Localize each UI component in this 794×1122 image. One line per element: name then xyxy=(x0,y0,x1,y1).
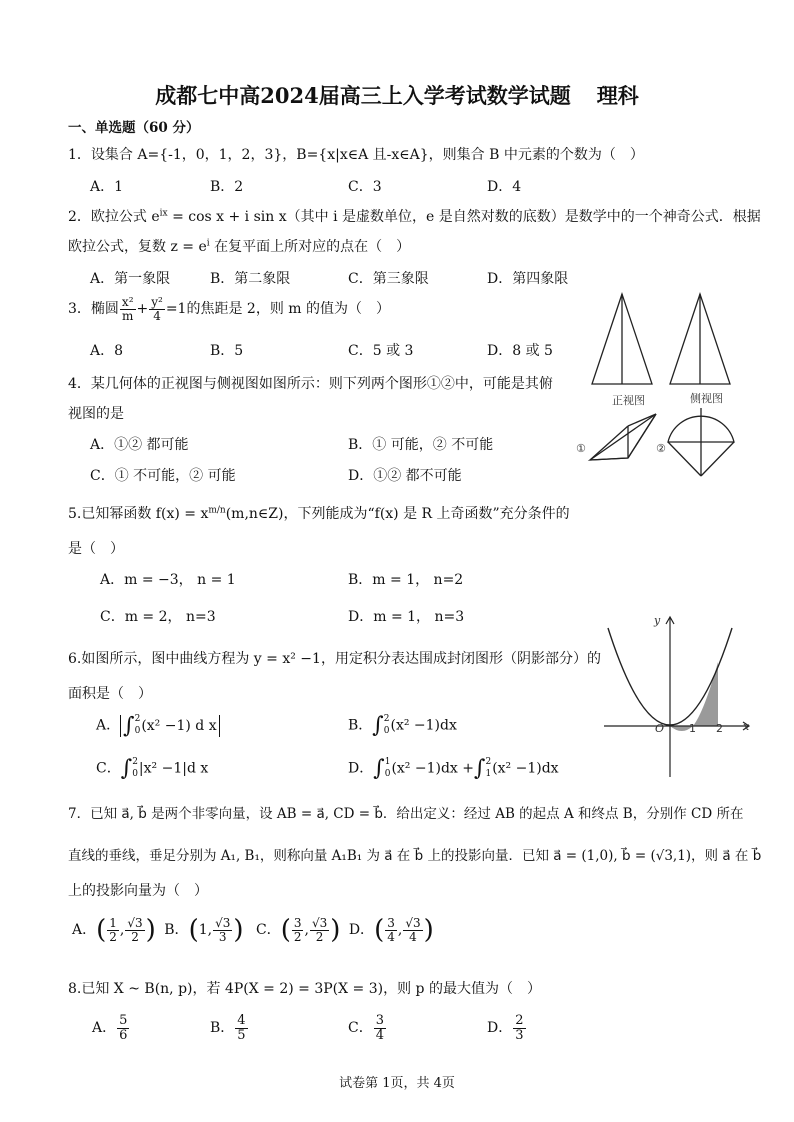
q3-stem: 3．椭圆 $\frac{\text{x²}}{m}$ + $\frac{\text{y²}}{4}$ =1的焦距是 2，则 m 的值为（ ） xyxy=(68,295,390,323)
q4-stem-line2: 视图的是 xyxy=(68,406,124,422)
graph-tick-1: 1 xyxy=(689,722,696,735)
q3-option-d: D．8 或 5 xyxy=(487,343,553,359)
q5-option-a: A．m = −3， n = 1 xyxy=(100,572,236,588)
q4-option-d: D．①② 都不可能 xyxy=(348,468,462,484)
top-view-option-1 xyxy=(590,414,656,460)
q1-option-d: D．4 xyxy=(487,179,522,195)
q7-stem-line3: 上的投影向量为（ ） xyxy=(68,883,208,899)
q7-options-row xyxy=(72,915,434,945)
q7-option-d: D．( $\frac{3}{4}$ , $\frac{√3}{4}$ ) xyxy=(348,915,434,945)
q5-stem-line2: 是（ ） xyxy=(68,541,124,557)
figure-2-marker: ② xyxy=(656,442,666,455)
page-footer: 试卷第 1页，共 4页 xyxy=(339,1076,455,1091)
front-view-label: 正视图 xyxy=(612,394,645,407)
q7-option-a: A．( $\frac{1}{2}$ , $\frac{√3}{2}$ ) xyxy=(72,915,156,945)
q3-option-b: B．5 xyxy=(210,343,244,359)
q2-stem-line2: 欧拉公式，复数 $z = e^i$ 在复平面上所对应的点在（ ） xyxy=(68,238,411,255)
q6-option-d: D．∫ 1 0 (x² −1)dx +∫ 2 1 (x² −1)dx xyxy=(348,756,559,781)
q4-option-b: B．① 可能，② 不可能 xyxy=(348,437,494,453)
q2-option-a: A．第一象限 xyxy=(90,271,171,287)
q7-option-c: C．( $\frac{3}{2}$ , $\frac{√3}{2}$ ) xyxy=(255,915,341,945)
graph-tick-2: 2 xyxy=(716,722,723,735)
q1-option-b: B．2 xyxy=(210,179,244,195)
q7-stem-line2: 直线的垂线，垂足分别为 A₁, B₁，则称向量 A₁B₁ 为 a⃗ 在 b⃗ 上的投影向量．已知 a⃗ = (1,0), b⃗ = (√3,1)，则 a⃗ 在 b⃗ xyxy=(68,848,762,864)
q7-stem-line1: 7．已知 a⃗, b⃗ 是两个非零向量，设 AB = a⃗, CD = b⃗．给出定义：经过 AB 的起点 A 和终点 B，分别作 CD 所在 xyxy=(68,806,744,822)
q6-option-c: C．∫ 2 0 |x² −1|d x xyxy=(96,756,209,781)
q5-option-c: C．m = 2， n=3 xyxy=(100,609,216,625)
q3-option-c: C．5 或 3 xyxy=(348,343,414,359)
section-heading: 一、单选题（60 分） xyxy=(68,120,200,136)
graph-y-label: y xyxy=(654,614,661,627)
q8-option-a: A． $\frac{5}{6}$ xyxy=(92,1013,128,1043)
q5-option-d: D．m = 1， n=3 xyxy=(348,609,465,625)
q6-stem-line2: 面积是（ ） xyxy=(68,686,152,702)
q3-option-a: A．8 xyxy=(90,343,124,359)
q7-option-b: B．(1, $\frac{√3}{3}$ ) xyxy=(164,915,244,945)
q2-option-b: B．第二象限 xyxy=(210,271,291,287)
figure-1-marker: ① xyxy=(576,442,586,455)
q2-stem-line1: 2．欧拉公式 $e^{ix} = \cos x + i$ sin x（其中 i 是虚数单位，e 是自然对数的底数）是数学中的一个神奇公式．根据 xyxy=(68,208,761,225)
q5-stem-line1: 5.已知幂函数 $f(x) = x^{m/n}(m,n\in Z)$，下列能成为“f(x) 是 R 上奇函数”充分条件的 xyxy=(68,505,570,522)
q6-option-a: A． ∫ 2 0 (x² −1) d x xyxy=(96,713,220,738)
q4-option-c: C．① 不可能，② 可能 xyxy=(90,468,236,484)
q4-option-a: A．①② 都可能 xyxy=(90,437,189,453)
q1-option-a: A．1 xyxy=(90,179,124,195)
fraction: $\frac{\text{x²}}{m}$ xyxy=(121,295,134,323)
q6-stem-line1: 6.如图所示，图中曲线方程为 y = x² −1，用定积分表达围成封闭图形（阴影部分）的 xyxy=(68,651,601,667)
q1-option-c: C．3 xyxy=(348,179,382,195)
q2-option-d: D．第四象限 xyxy=(487,271,569,287)
graph-x-label: x xyxy=(743,720,750,733)
q8-option-b: B． $\frac{4}{5}$ xyxy=(210,1013,246,1043)
q8-option-c: C． $\frac{3}{4}$ xyxy=(348,1013,384,1043)
side-view-label: 侧视图 xyxy=(690,392,723,405)
q2-option-c: C．第三象限 xyxy=(348,271,429,287)
q1-stem: 1．设集合 A={-1，0，1，2，3}，B={x|x∈A 且-x∈A}，则集合 B 中元素的个数为（ ） xyxy=(68,147,644,163)
q6-option-b: B．∫ 2 0 (x² −1)dx xyxy=(348,713,457,738)
graph-origin-label: O xyxy=(655,722,665,735)
fraction: $\frac{\text{y²}}{4}$ xyxy=(151,295,163,323)
q6-parabola-graph xyxy=(600,612,760,782)
q5-option-b: B．m = 1， n=2 xyxy=(348,572,464,588)
q4-stem-line1: 4．某几何体的正视图与侧视图如图所示：则下列两个图形①②中，可能是其俯 xyxy=(68,376,553,392)
q8-stem: 8.已知 X ~ B(n, p)，若 4P(X = 2) = 3P(X = 3)，则 p 的最大值为（ ） xyxy=(68,981,541,997)
page-title: 成都七中高2024届高三上入学考试数学试题 理科 xyxy=(155,83,639,108)
q8-option-d: D． $\frac{2}{3}$ xyxy=(487,1013,524,1043)
q4-three-view-figure xyxy=(582,288,742,488)
